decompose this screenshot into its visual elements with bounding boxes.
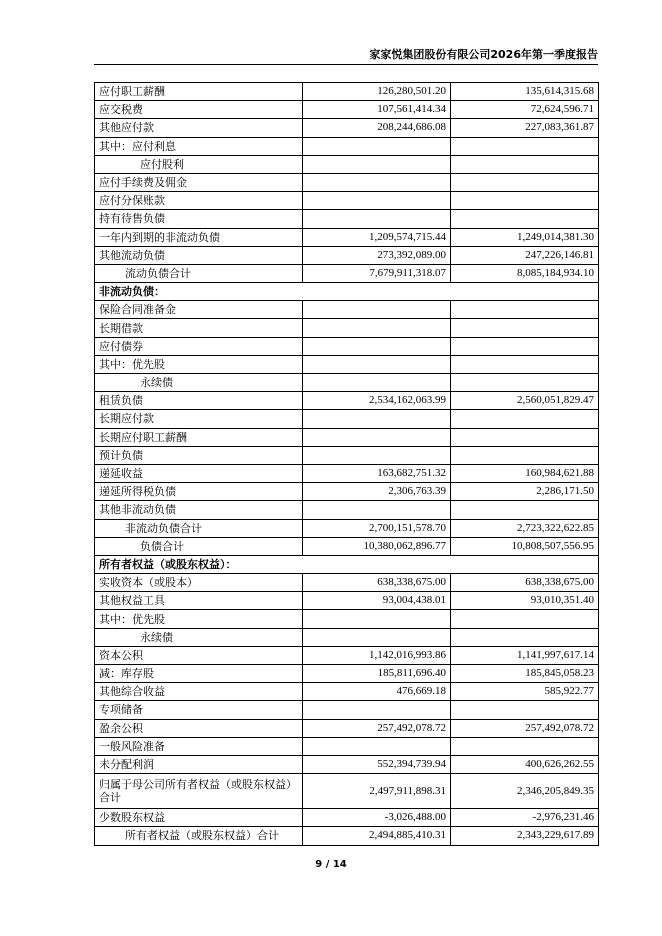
prior-period-value: 93,010,351.40 bbox=[451, 592, 599, 610]
prior-period-value: 2,723,322,622.85 bbox=[451, 519, 599, 537]
row-label: 应付分保账款 bbox=[95, 192, 303, 210]
table-row bbox=[95, 137, 599, 155]
header-rule bbox=[94, 64, 598, 65]
table-row bbox=[95, 210, 599, 228]
prior-period-value: 160,984,621.88 bbox=[451, 464, 599, 482]
row-label: 盈余公积 bbox=[95, 719, 303, 737]
current-period-value: 93,004,438.01 bbox=[303, 592, 451, 610]
row-label: 所有者权益（或股东权益）合计 bbox=[95, 827, 303, 845]
table-row bbox=[95, 537, 599, 555]
row-label: 其他非流动负债 bbox=[95, 501, 303, 519]
row-label: 应付股利 bbox=[95, 155, 303, 173]
row-label: 永续债 bbox=[95, 374, 303, 392]
row-label: 其他综合收益 bbox=[95, 683, 303, 701]
table-row bbox=[95, 446, 599, 464]
section-row bbox=[95, 555, 599, 573]
row-label: 其中：应付利息 bbox=[95, 137, 303, 155]
current-period-value: 2,306,763.39 bbox=[303, 483, 451, 501]
current-period-value bbox=[303, 410, 451, 428]
row-label: 其他权益工具 bbox=[95, 592, 303, 610]
current-period-value bbox=[303, 446, 451, 464]
prior-period-value: -2,976,231.46 bbox=[451, 809, 599, 827]
current-period-value bbox=[303, 155, 451, 173]
table-row bbox=[95, 246, 599, 264]
table-row bbox=[95, 483, 599, 501]
table-row bbox=[95, 683, 599, 701]
current-period-value: 2,497,911,898.31 bbox=[303, 774, 451, 809]
table-row bbox=[95, 337, 599, 355]
table-row bbox=[95, 737, 599, 755]
section-title: 所有者权益（或股东权益）： bbox=[95, 555, 599, 573]
current-period-value: 2,534,162,063.99 bbox=[303, 392, 451, 410]
current-period-value: 1,142,016,993.86 bbox=[303, 646, 451, 664]
prior-period-value: 247,226,146.81 bbox=[451, 246, 599, 264]
report-header: 家家悦集团股份有限公司2026年第一季度报告 bbox=[369, 48, 598, 61]
current-period-value: 1,209,574,715.44 bbox=[303, 228, 451, 246]
page-number: 9 / 14 bbox=[315, 859, 347, 870]
table-row bbox=[95, 774, 599, 809]
current-period-value: 163,682,751.32 bbox=[303, 464, 451, 482]
table-row bbox=[95, 83, 599, 101]
prior-period-value: 8,085,184,934.10 bbox=[451, 264, 599, 282]
row-label: 流动负债合计 bbox=[95, 264, 303, 282]
row-label: 长期应付款 bbox=[95, 410, 303, 428]
table-row bbox=[95, 101, 599, 119]
row-label: 专项储备 bbox=[95, 701, 303, 719]
prior-period-value: 135,614,315.68 bbox=[451, 83, 599, 101]
table-row bbox=[95, 519, 599, 537]
prior-period-value: 585,922.77 bbox=[451, 683, 599, 701]
prior-period-value bbox=[451, 374, 599, 392]
current-period-value bbox=[303, 192, 451, 210]
current-period-value: 2,494,885,410.31 bbox=[303, 827, 451, 845]
current-period-value bbox=[303, 374, 451, 392]
table-row bbox=[95, 173, 599, 191]
prior-period-value bbox=[451, 701, 599, 719]
table-row bbox=[95, 646, 599, 664]
prior-period-value bbox=[451, 319, 599, 337]
current-period-value bbox=[303, 137, 451, 155]
balance-sheet-table bbox=[94, 82, 599, 846]
row-label: 持有待售负债 bbox=[95, 210, 303, 228]
current-period-value bbox=[303, 319, 451, 337]
prior-period-value: 2,560,051,829.47 bbox=[451, 392, 599, 410]
table-row bbox=[95, 301, 599, 319]
row-label: 其他应付款 bbox=[95, 119, 303, 137]
current-period-value: 552,394,739.94 bbox=[303, 755, 451, 773]
current-period-value: 107,561,414.34 bbox=[303, 101, 451, 119]
row-label: 永续债 bbox=[95, 628, 303, 646]
current-period-value: 257,492,078.72 bbox=[303, 719, 451, 737]
row-label: 少数股东权益 bbox=[95, 809, 303, 827]
prior-period-value: 257,492,078.72 bbox=[451, 719, 599, 737]
row-label: 一年内到期的非流动负债 bbox=[95, 228, 303, 246]
current-period-value bbox=[303, 610, 451, 628]
current-period-value: 10,380,062,896.77 bbox=[303, 537, 451, 555]
prior-period-value: 2,346,205,849.35 bbox=[451, 774, 599, 809]
current-period-value: 476,669.18 bbox=[303, 683, 451, 701]
current-period-value: 126,280,501.20 bbox=[303, 83, 451, 101]
current-period-value: 638,338,675.00 bbox=[303, 574, 451, 592]
table-row bbox=[95, 574, 599, 592]
table-row bbox=[95, 809, 599, 827]
prior-period-value: 10,808,507,556.95 bbox=[451, 537, 599, 555]
table-row bbox=[95, 501, 599, 519]
row-label: 长期借款 bbox=[95, 319, 303, 337]
prior-period-value bbox=[451, 446, 599, 464]
prior-period-value bbox=[451, 428, 599, 446]
prior-period-value: 638,338,675.00 bbox=[451, 574, 599, 592]
row-label: 未分配利润 bbox=[95, 755, 303, 773]
prior-period-value: 1,141,997,617.14 bbox=[451, 646, 599, 664]
current-period-value bbox=[303, 501, 451, 519]
prior-period-value bbox=[451, 173, 599, 191]
prior-period-value: 400,626,262.55 bbox=[451, 755, 599, 773]
current-period-value bbox=[303, 173, 451, 191]
row-label: 非流动负债合计 bbox=[95, 519, 303, 537]
row-label: 负债合计 bbox=[95, 537, 303, 555]
table-row bbox=[95, 192, 599, 210]
current-period-value bbox=[303, 628, 451, 646]
table-row bbox=[95, 628, 599, 646]
table-row bbox=[95, 374, 599, 392]
row-label: 应付债券 bbox=[95, 337, 303, 355]
current-period-value: 2,700,151,578.70 bbox=[303, 519, 451, 537]
table-row bbox=[95, 464, 599, 482]
row-label: 递延收益 bbox=[95, 464, 303, 482]
prior-period-value: 72,624,596.71 bbox=[451, 101, 599, 119]
section-title: 非流动负债： bbox=[95, 283, 599, 301]
row-label: 减：库存股 bbox=[95, 665, 303, 683]
prior-period-value bbox=[451, 155, 599, 173]
prior-period-value: 185,845,058.23 bbox=[451, 665, 599, 683]
current-period-value: 208,244,686.08 bbox=[303, 119, 451, 137]
row-label: 其他流动负债 bbox=[95, 246, 303, 264]
row-label: 应付职工薪酬 bbox=[95, 83, 303, 101]
current-period-value bbox=[303, 428, 451, 446]
row-label: 预计负债 bbox=[95, 446, 303, 464]
prior-period-value bbox=[451, 337, 599, 355]
prior-period-value: 2,286,171.50 bbox=[451, 483, 599, 501]
table-row bbox=[95, 719, 599, 737]
current-period-value: 7,679,911,318.07 bbox=[303, 264, 451, 282]
row-label: 其中：优先股 bbox=[95, 355, 303, 373]
row-label: 资本公积 bbox=[95, 646, 303, 664]
current-period-value bbox=[303, 301, 451, 319]
prior-period-value bbox=[451, 192, 599, 210]
current-period-value bbox=[303, 355, 451, 373]
current-period-value: -3,026,488.00 bbox=[303, 809, 451, 827]
current-period-value: 185,811,696.40 bbox=[303, 665, 451, 683]
table-row bbox=[95, 264, 599, 282]
prior-period-value: 1,249,014,381.30 bbox=[451, 228, 599, 246]
row-label: 长期应付职工薪酬 bbox=[95, 428, 303, 446]
prior-period-value bbox=[451, 610, 599, 628]
current-period-value bbox=[303, 337, 451, 355]
table-row bbox=[95, 355, 599, 373]
table-row bbox=[95, 610, 599, 628]
prior-period-value bbox=[451, 210, 599, 228]
table-row bbox=[95, 228, 599, 246]
prior-period-value bbox=[451, 355, 599, 373]
current-period-value: 273,392,089.00 bbox=[303, 246, 451, 264]
current-period-value bbox=[303, 210, 451, 228]
table-row bbox=[95, 119, 599, 137]
row-label: 其中：优先股 bbox=[95, 610, 303, 628]
row-label: 保险合同准备金 bbox=[95, 301, 303, 319]
section-row bbox=[95, 283, 599, 301]
table-row bbox=[95, 755, 599, 773]
row-label: 归属于母公司所有者权益（或股东权益）合计 bbox=[95, 774, 303, 809]
prior-period-value bbox=[451, 410, 599, 428]
prior-period-value bbox=[451, 628, 599, 646]
table-row bbox=[95, 319, 599, 337]
row-label: 租赁负债 bbox=[95, 392, 303, 410]
prior-period-value bbox=[451, 301, 599, 319]
table-row bbox=[95, 827, 599, 845]
row-label: 递延所得税负债 bbox=[95, 483, 303, 501]
table-row bbox=[95, 701, 599, 719]
table-row bbox=[95, 410, 599, 428]
prior-period-value: 2,343,229,617.89 bbox=[451, 827, 599, 845]
prior-period-value bbox=[451, 137, 599, 155]
prior-period-value bbox=[451, 501, 599, 519]
table-row bbox=[95, 155, 599, 173]
current-period-value bbox=[303, 737, 451, 755]
row-label: 应交税费 bbox=[95, 101, 303, 119]
table-row bbox=[95, 665, 599, 683]
table-row bbox=[95, 428, 599, 446]
row-label: 一般风险准备 bbox=[95, 737, 303, 755]
row-label: 实收资本（或股本） bbox=[95, 574, 303, 592]
current-period-value bbox=[303, 701, 451, 719]
row-label: 应付手续费及佣金 bbox=[95, 173, 303, 191]
table-row bbox=[95, 592, 599, 610]
prior-period-value bbox=[451, 737, 599, 755]
prior-period-value: 227,083,361.87 bbox=[451, 119, 599, 137]
table-row bbox=[95, 392, 599, 410]
